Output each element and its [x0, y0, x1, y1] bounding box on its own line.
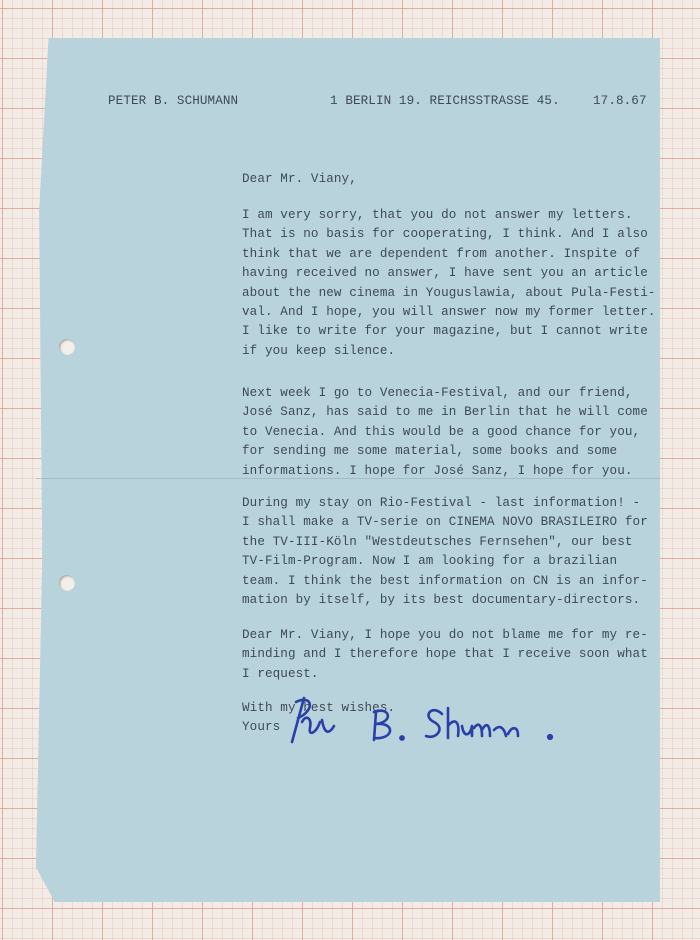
sender-name: PETER B. SCHUMANN [108, 94, 239, 108]
paragraph-2: Next week I go to Venecia-Festival, and our friend, José Sanz, has said to me in Berlin that he will come to Venecia. And this would be a good chance for you, for sending me some material, some books and some informations. I hope for José Sanz, I hope for you. [242, 386, 648, 478]
paragraph-3: During my stay on Rio-Festival - last information! - I shall make a TV-serie on CINEMA NOVO BRASILEIRO for the TV-III-Köln "Westdeutsches Fernsehen", our best TV-Film-Program. Now I am looking for a brazilian team. I think the best information on CN is an infor- mation by itself, by its best documentary-directors. [242, 496, 648, 608]
closing: With my best wishes. Yours [242, 701, 396, 735]
punch-hole-top [59, 339, 75, 355]
salutation: Dear Mr. Viany, [242, 172, 357, 186]
handwritten-signature [282, 692, 562, 752]
sender-address: 1 BERLIN 19. REICHSSTRASSE 45. [330, 94, 560, 108]
letterhead [108, 92, 648, 170]
punch-hole-bottom [59, 575, 75, 591]
paragraph-1: I am very sorry, that you do not answer my letters. That is no basis for cooperating, I think. And I also think that we are dependent from another. Inspite of having received no answer, I have sent you an article about the new cinema in Youguslawia, about Pula-Festi- val. And I hope, you will answer now my former letter. I like to write for your magazine, but I cannot write if you keep silence. [242, 208, 656, 358]
paragraph-4: Dear Mr. Viany, I hope you do not blame me for my re- minding and I therefore hope that I receive soon what I request. [242, 628, 648, 681]
letter-date: 17.8.67 [593, 94, 647, 108]
